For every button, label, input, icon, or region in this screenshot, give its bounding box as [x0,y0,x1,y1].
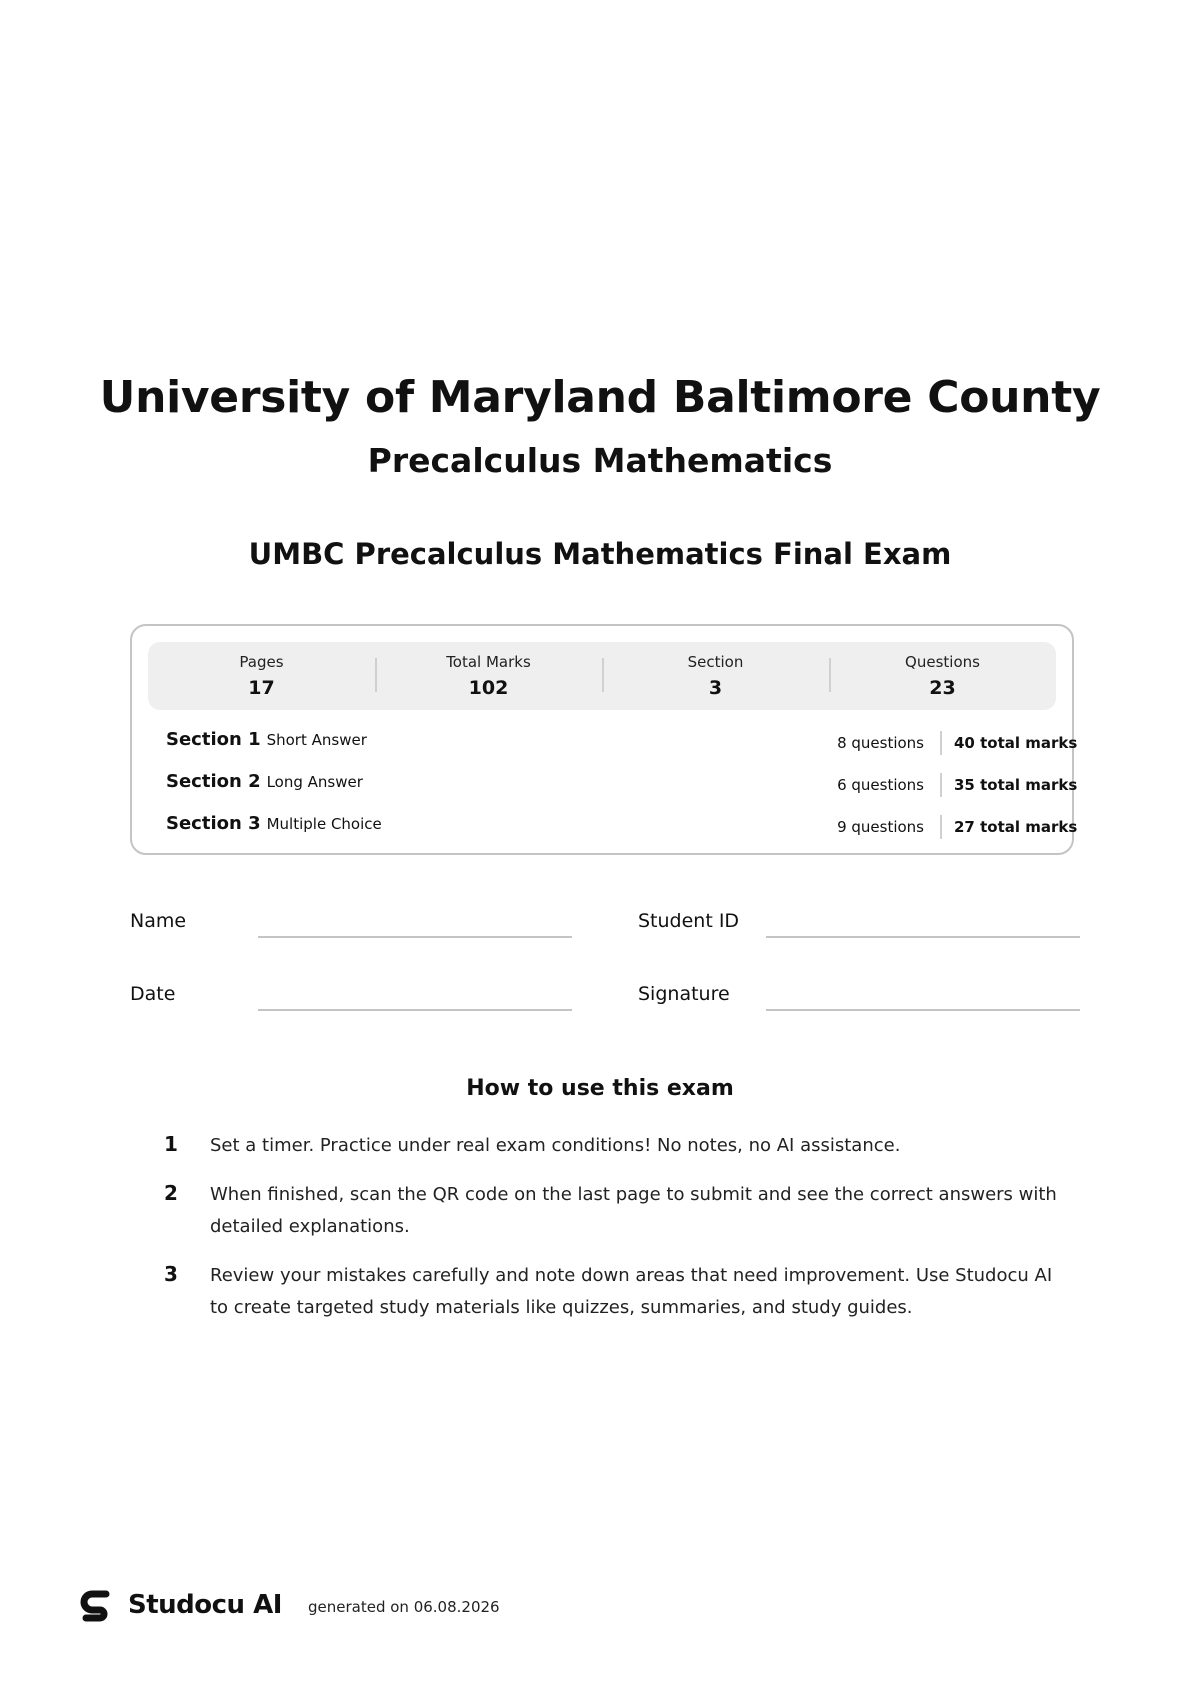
instruction-item [164,1130,1064,1162]
stat-value: 17 [248,677,275,699]
step-text: Review your mistakes carefully and note down areas that need improvement. Use Studocu AI to create targeted study materials like quizzes, summaries, and study guides. [210,1265,1053,1318]
instructions-list [164,1130,1064,1341]
signature-field[interactable] [766,1009,1080,1011]
name-field[interactable] [258,936,572,938]
instruction-item [164,1260,1064,1324]
step-text: When finished, scan the QR code on the last page to submit and see the correct answers with detailed explanations. [210,1184,1057,1237]
step-number: 2 [164,1181,178,1205]
section-name: Section 1 [166,729,261,750]
studocu-logo-icon [78,1588,114,1624]
section-name: Section 2 [166,771,261,792]
student-id-field[interactable] [766,936,1080,938]
instruction-item [164,1179,1064,1243]
section-row [166,727,1078,769]
exam-summary-card [130,624,1078,855]
section-marks: 35 total marks [954,776,1078,794]
section-row [166,769,1078,811]
section-marks: 27 total marks [954,818,1078,836]
section-questions: 9 questions [837,815,942,839]
stat-pages [148,642,375,710]
section-type: Multiple Choice [266,815,382,833]
stat-questions [829,642,1056,710]
stat-label: Pages [239,653,284,671]
stat-total-marks [375,642,602,710]
date-field[interactable] [258,1009,572,1011]
section-type: Short Answer [266,731,367,749]
sections-list [166,727,1078,853]
stat-label: Section [687,653,744,671]
section-type: Long Answer [266,773,363,791]
stat-value: 3 [708,677,723,699]
stat-section [602,642,829,710]
step-number: 3 [164,1262,178,1286]
how-to-use-title: How to use this exam [466,1076,734,1101]
student-id-label: Student ID [638,910,740,932]
exam-title: UMBC Precalculus Mathematics Final Exam [248,537,952,571]
section-questions: 8 questions [837,731,942,755]
course-title: Precalculus Mathematics [367,441,833,480]
signature-label: Signature [638,983,730,1005]
date-label: Date [130,983,176,1005]
university-title: University of Maryland Baltimore County [99,372,1101,423]
section-row [166,811,1078,853]
brand-name: Studocu AI [128,1590,282,1620]
stats-bar [148,642,1056,710]
name-label: Name [130,910,187,932]
stat-label: Total Marks [446,653,531,671]
generated-date: generated on 06.08.2026 [308,1598,500,1616]
stat-value: 23 [929,677,956,699]
section-marks: 40 total marks [954,734,1078,752]
stat-label: Questions [905,653,980,671]
stat-value: 102 [468,677,509,699]
step-text: Set a timer. Practice under real exam conditions! No notes, no AI assistance. [210,1135,901,1156]
section-name: Section 3 [166,813,261,834]
section-questions: 6 questions [837,773,942,797]
step-number: 1 [164,1132,178,1156]
